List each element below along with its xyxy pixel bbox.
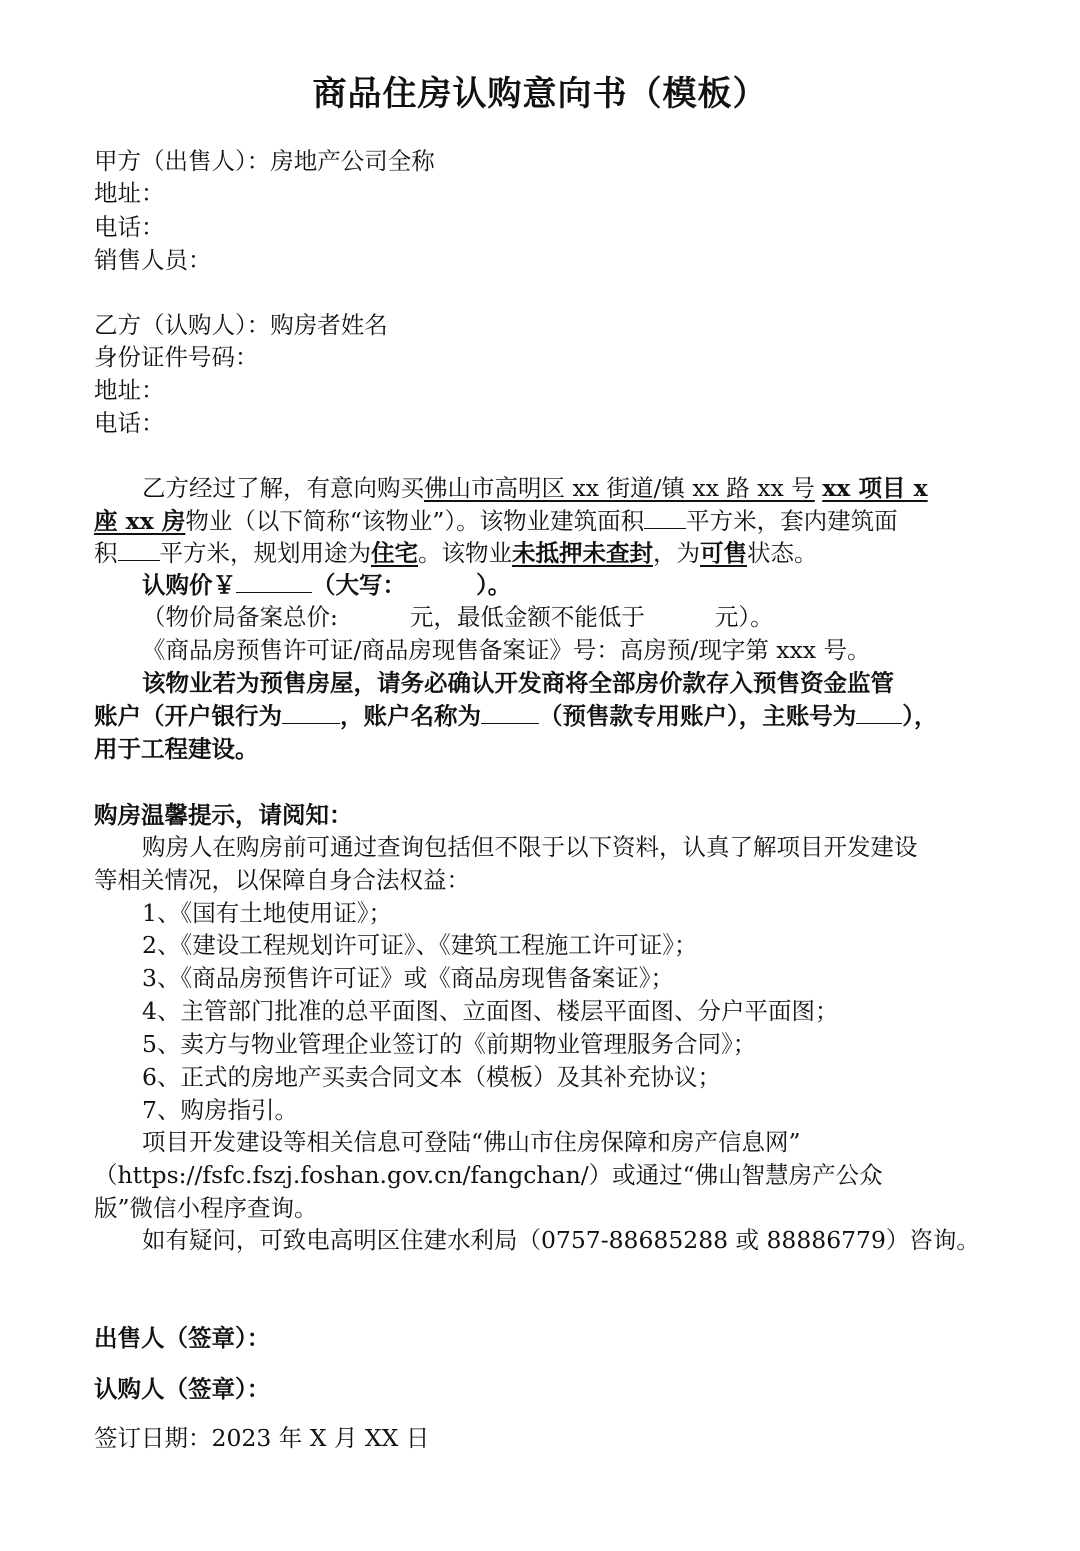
area-blank <box>644 506 686 529</box>
text: （物价局备案总价: <box>142 603 338 631</box>
party-a-phone: 电话： <box>94 213 165 241</box>
party-b-name: 购房者姓名 <box>270 311 388 339</box>
account-name-blank <box>481 701 539 724</box>
text: 物业（以下简称“该物业”）。该物业建筑面积 <box>185 507 645 535</box>
text: 平方米，规划用途为 <box>159 539 371 567</box>
party-b-id-number: 身份证件号码： <box>94 343 259 371</box>
presale-line-1: 该物业若为预售房屋，请务必确认开发商将全部房价款存入预售资金监管 <box>142 669 894 697</box>
text: ）， <box>902 702 938 730</box>
bank-blank <box>282 701 340 724</box>
party-a-sales: 销售人员： <box>94 246 212 274</box>
party-a-address: 地址： <box>94 179 165 207</box>
text: （预售款专用账户），主账号为 <box>539 702 857 730</box>
tips-intro-2: 等相关情况，以保障自身合法权益： <box>94 866 470 894</box>
website-line-3: 版”微信小程序查询。 <box>94 1194 318 1222</box>
presale-line-3: 用于工程建设。 <box>94 735 259 763</box>
text: 乙方经过了解，有意向购买 <box>142 474 424 502</box>
property-address: 佛山市高明区 xx 街道/镇 xx 路 xx 号 <box>424 474 815 502</box>
tips-item: 4、主管部门批准的总平面图、立面图、楼层平面图、分户平面图； <box>142 997 839 1025</box>
tips-heading: 购房温馨提示，请阅知： <box>94 801 353 829</box>
account-number-blank <box>856 701 902 724</box>
document-title: 商品住房认购意向书（模板） <box>312 74 768 114</box>
inner-area-blank <box>118 538 160 561</box>
buyer-signature: 认购人（签章）： <box>94 1375 271 1403</box>
tips-item: 7、购房指引。 <box>142 1096 298 1124</box>
text: 元，最低金额不能低于 <box>409 603 645 631</box>
permit-line: 《商品房预售许可证/商品房现售备案证》号：高房预/现字第 xxx 号。 <box>142 636 871 664</box>
presale-line-2 <box>94 700 938 732</box>
party-b-line <box>94 309 388 341</box>
text: ，为 <box>653 539 700 567</box>
tips-item: 6、正式的房地产买卖合同文本（模板）及其补充协议； <box>142 1063 721 1091</box>
text: ）。 <box>476 571 512 599</box>
website-line-1: 项目开发建设等相关信息可登陆“佛山市住房保障和房产信息网” <box>142 1128 801 1156</box>
sale-status: 可售 <box>700 539 747 567</box>
contact-line: 如有疑问，可致电高明区住建水利局（0757-88685288 或 88886779）咨询。 <box>142 1226 980 1254</box>
price-label: 认购价￥ <box>142 571 236 599</box>
property-line-2 <box>94 505 898 537</box>
property-line-3 <box>94 537 818 569</box>
text: ，账户名称为 <box>340 702 481 730</box>
price-blank <box>236 570 312 593</box>
usage: 住宅 <box>371 539 418 567</box>
party-a-line <box>94 145 435 177</box>
text: 积 <box>94 539 118 567</box>
property-room: 座 xx 房 <box>94 507 186 535</box>
party-a-label: 甲方（出售人）： <box>94 147 271 175</box>
price-line <box>142 569 511 601</box>
text: 元）。 <box>714 603 774 631</box>
reference-price-line <box>142 601 774 633</box>
signing-date: 签订日期：2023 年 X 月 XX 日 <box>94 1424 430 1452</box>
tips-item: 3、《商品房预售许可证》或《商品房现售备案证》； <box>142 964 674 992</box>
website-line-2: （https://fsfc.fszj.foshan.gov.cn/fangchan/）或通过“佛山智慧房产公众 <box>94 1161 883 1189</box>
seller-signature: 出售人（签章）： <box>94 1324 271 1352</box>
text: 平方米，套内建筑面 <box>686 507 898 535</box>
tips-item: 1、《国有土地使用证》； <box>142 899 392 927</box>
tips-item: 2、《建设工程规划许可证》、《建筑工程施工许可证》； <box>142 931 698 959</box>
party-a-name: 房地产公司全称 <box>270 147 435 175</box>
text: 账户（开户银行为 <box>94 702 282 730</box>
party-b-phone: 电话： <box>94 409 165 437</box>
property-line-1 <box>142 472 928 504</box>
property-project: xx 项目 x <box>822 474 928 502</box>
tips-item: 5、卖方与物业管理企业签订的《前期物业管理服务合同》； <box>142 1030 757 1058</box>
mortgage-status: 未抵押未查封 <box>512 539 653 567</box>
party-b-label: 乙方（认购人）： <box>94 311 271 339</box>
text: 状态。 <box>747 539 818 567</box>
text: 。该物业 <box>418 539 512 567</box>
party-b-address: 地址： <box>94 376 165 404</box>
price-uppercase-label: （大写： <box>312 571 406 599</box>
tips-intro-1: 购房人在购房前可通过查询包括但不限于以下资料，认真了解项目开发建设 <box>142 833 918 861</box>
